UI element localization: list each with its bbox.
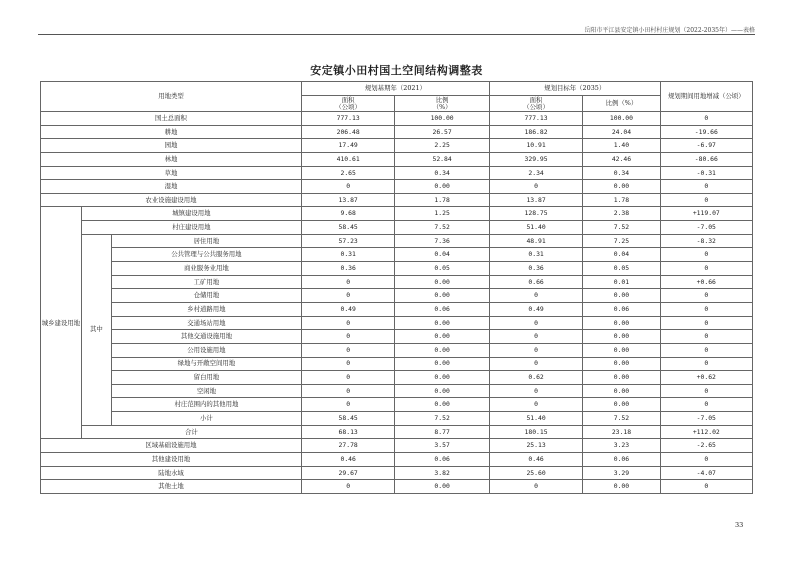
cell-r2: 0.00 <box>583 289 660 303</box>
cell-d: -2.65 <box>660 439 752 453</box>
cell-r1: 0.00 <box>395 289 489 303</box>
cell-land-type-name: 交通场站用地 <box>111 316 301 330</box>
cell-land-type-name: 园地 <box>41 139 302 153</box>
table-row <box>41 466 753 480</box>
cell-land-type-name: 陆地水域 <box>41 466 302 480</box>
cell-a2: 0.36 <box>489 262 582 276</box>
cell-land-type-name: 农业设施建设用地 <box>41 193 302 207</box>
cell-land-type-name: 工矿用地 <box>111 275 301 289</box>
cell-d: +119.07 <box>660 207 752 221</box>
table-row <box>41 439 753 453</box>
cell-d: 0 <box>660 316 752 330</box>
cell-a1: 68.13 <box>301 425 394 439</box>
cell-r2: 0.00 <box>583 371 660 385</box>
cell-a2: 0 <box>489 384 582 398</box>
cell-d: +112.02 <box>660 425 752 439</box>
cell-a2: 48.91 <box>489 234 582 248</box>
cell-r1: 0.06 <box>395 453 489 467</box>
cell-r1: 0.00 <box>395 316 489 330</box>
cell-r2: 0.00 <box>583 357 660 371</box>
cell-d: 0 <box>660 112 752 126</box>
land-structure-table <box>40 81 753 494</box>
table-row <box>41 357 753 371</box>
cell-a1: 0 <box>301 316 394 330</box>
cell-a1: 777.13 <box>301 112 394 126</box>
table-row <box>41 180 753 194</box>
cell-r1: 0.05 <box>395 262 489 276</box>
cell-r2: 0.00 <box>583 384 660 398</box>
cell-d: 0 <box>660 343 752 357</box>
cell-r2: 100.00 <box>583 112 660 126</box>
cell-d: 0 <box>660 453 752 467</box>
cell-a2: 13.87 <box>489 193 582 207</box>
table-title: 安定镇小田村国土空间结构调整表 <box>310 64 483 77</box>
cell-r2: 0.00 <box>583 180 660 194</box>
cell-r1: 3.82 <box>395 466 489 480</box>
cell-land-type-name: 居住用地 <box>111 234 301 248</box>
cell-r2: 23.18 <box>583 425 660 439</box>
table-row <box>41 316 753 330</box>
cell-r2: 0.00 <box>583 398 660 412</box>
cell-r2: 0.04 <box>583 248 660 262</box>
cell-d: 0 <box>660 289 752 303</box>
cell-a2: 0.49 <box>489 302 582 316</box>
cell-a2: 0 <box>489 480 582 494</box>
cell-r1: 2.25 <box>395 139 489 153</box>
qizhong-label: 其中 <box>81 234 111 425</box>
cell-r1: 1.25 <box>395 207 489 221</box>
cell-r1: 1.78 <box>395 193 489 207</box>
cell-a1: 27.78 <box>301 439 394 453</box>
cell-land-type-name: 耕地 <box>41 125 302 139</box>
table-row <box>41 166 753 180</box>
cell-a2: 25.13 <box>489 439 582 453</box>
cell-land-type-name: 其他土地 <box>41 480 302 494</box>
cell-a1: 13.87 <box>301 193 394 207</box>
table-row <box>41 139 753 153</box>
cell-a1: 57.23 <box>301 234 394 248</box>
cell-r2: 0.06 <box>583 453 660 467</box>
cell-land-type-name: 绿地与开敞空间用地 <box>111 357 301 371</box>
cell-r2: 7.52 <box>583 221 660 235</box>
table-row <box>41 207 753 221</box>
cell-a1: 0 <box>301 289 394 303</box>
table-row <box>41 398 753 412</box>
cell-a1: 2.65 <box>301 166 394 180</box>
cell-a2: 0 <box>489 180 582 194</box>
table-row <box>41 234 753 248</box>
cell-land-type-name: 商业服务业用地 <box>111 262 301 276</box>
cell-a2: 128.75 <box>489 207 582 221</box>
cell-a2: 0 <box>489 330 582 344</box>
cell-land-type-name: 合计 <box>81 425 301 439</box>
cell-land-type-name: 城镇建设用地 <box>81 207 301 221</box>
cell-r1: 0.04 <box>395 248 489 262</box>
cell-land-type-name: 区域基础设施用地 <box>41 439 302 453</box>
table-row <box>41 262 753 276</box>
cell-d: 0 <box>660 193 752 207</box>
cell-d: -19.66 <box>660 125 752 139</box>
header-rule <box>38 34 755 35</box>
cell-a2: 777.13 <box>489 112 582 126</box>
cell-r1: 0.00 <box>395 343 489 357</box>
table-row <box>41 425 753 439</box>
cell-d: -8.32 <box>660 234 752 248</box>
cell-land-type-name: 公用设施用地 <box>111 343 301 357</box>
cell-r1: 0.00 <box>395 398 489 412</box>
cell-r2: 7.25 <box>583 234 660 248</box>
cell-r1: 0.00 <box>395 371 489 385</box>
cell-a2: 186.82 <box>489 125 582 139</box>
cell-r1: 7.52 <box>395 412 489 426</box>
col-base-year: 规划基期年（2021） <box>301 82 489 96</box>
cell-a2: 0.62 <box>489 371 582 385</box>
table-row <box>41 152 753 166</box>
col-target-year: 规划目标年（2035） <box>489 82 660 96</box>
cell-a1: 0 <box>301 371 394 385</box>
cell-a2: 0.46 <box>489 453 582 467</box>
cell-a1: 0 <box>301 180 394 194</box>
cell-a1: 0 <box>301 357 394 371</box>
cell-a2: 2.34 <box>489 166 582 180</box>
cell-r2: 1.40 <box>583 139 660 153</box>
table-row <box>41 384 753 398</box>
table-row <box>41 480 753 494</box>
cell-a1: 0 <box>301 343 394 357</box>
cell-r1: 3.57 <box>395 439 489 453</box>
cell-a2: 0.66 <box>489 275 582 289</box>
cell-land-type-name: 留白用地 <box>111 371 301 385</box>
cell-r2: 3.29 <box>583 466 660 480</box>
cell-land-type-name: 村庄建设用地 <box>81 221 301 235</box>
cell-r2: 42.46 <box>583 152 660 166</box>
running-header: 岳阳市平江县安定镇小田村村庄规划（2022-2035年）——表格 <box>584 27 755 34</box>
cell-a1: 0 <box>301 398 394 412</box>
cell-a1: 0 <box>301 330 394 344</box>
cell-r2: 1.78 <box>583 193 660 207</box>
cell-a2: 0 <box>489 343 582 357</box>
cell-a1: 0.31 <box>301 248 394 262</box>
header-row-1 <box>41 82 753 96</box>
cell-d: -4.07 <box>660 466 752 480</box>
cell-a1: 0 <box>301 480 394 494</box>
cell-a1: 9.68 <box>301 207 394 221</box>
cell-a2: 0 <box>489 357 582 371</box>
cell-r1: 7.36 <box>395 234 489 248</box>
cell-r2: 0.00 <box>583 330 660 344</box>
cell-a2: 180.15 <box>489 425 582 439</box>
cell-a2: 51.40 <box>489 221 582 235</box>
cell-r1: 0.06 <box>395 302 489 316</box>
table-row <box>41 125 753 139</box>
cell-a2: 0 <box>489 316 582 330</box>
cell-r1: 0.34 <box>395 166 489 180</box>
table-row <box>41 330 753 344</box>
cell-land-type-name: 国土总面积 <box>41 112 302 126</box>
cell-land-type-name: 林地 <box>41 152 302 166</box>
cell-r1: 0.00 <box>395 384 489 398</box>
cell-r2: 7.52 <box>583 412 660 426</box>
cell-r1: 0.00 <box>395 357 489 371</box>
table-row <box>41 289 753 303</box>
cell-a2: 329.95 <box>489 152 582 166</box>
cell-land-type-name: 公共管理与公共服务用地 <box>111 248 301 262</box>
cell-a2: 0.31 <box>489 248 582 262</box>
cell-a1: 0.36 <box>301 262 394 276</box>
cell-a1: 58.45 <box>301 221 394 235</box>
col-ratio-base: 比例 （%） <box>395 96 489 112</box>
cell-land-type-name: 仓储用地 <box>111 289 301 303</box>
cell-r1: 0.00 <box>395 480 489 494</box>
table-row <box>41 248 753 262</box>
cell-r1: 0.00 <box>395 330 489 344</box>
cell-land-type-name: 空闲地 <box>111 384 301 398</box>
col-land-type: 用地类型 <box>41 82 302 112</box>
cell-land-type-name: 草地 <box>41 166 302 180</box>
cell-d: 0 <box>660 248 752 262</box>
cell-d: 0 <box>660 330 752 344</box>
cell-r1: 8.77 <box>395 425 489 439</box>
cell-d: 0 <box>660 398 752 412</box>
cell-land-type-name: 村庄范围内的其他用地 <box>111 398 301 412</box>
cell-d: -80.66 <box>660 152 752 166</box>
col-area-target: 面积 （公顷） <box>489 96 582 112</box>
cell-r2: 0.00 <box>583 480 660 494</box>
cell-land-type-name: 小计 <box>111 412 301 426</box>
urban-rural-group-label: 城乡建设用地 <box>41 207 82 439</box>
table-row <box>41 112 753 126</box>
cell-a1: 0.46 <box>301 453 394 467</box>
cell-d: 0 <box>660 357 752 371</box>
cell-a1: 0 <box>301 384 394 398</box>
cell-d: 0 <box>660 384 752 398</box>
cell-r1: 26.57 <box>395 125 489 139</box>
cell-a2: 0 <box>489 398 582 412</box>
cell-d: -6.97 <box>660 139 752 153</box>
cell-r2: 0.05 <box>583 262 660 276</box>
cell-a1: 58.45 <box>301 412 394 426</box>
page-number: 33 <box>735 521 744 529</box>
table-row <box>41 302 753 316</box>
cell-d: 0 <box>660 180 752 194</box>
cell-r1: 100.00 <box>395 112 489 126</box>
cell-a2: 51.40 <box>489 412 582 426</box>
cell-land-type-name: 其他建设用地 <box>41 453 302 467</box>
table-row <box>41 412 753 426</box>
col-change: 规划期间用地增减（公顷） <box>660 82 752 112</box>
cell-a2: 25.60 <box>489 466 582 480</box>
col-ratio-target: 比例（%） <box>583 96 660 112</box>
cell-r1: 0.00 <box>395 180 489 194</box>
col-area-base: 面积 （公顷） <box>301 96 394 112</box>
cell-a2: 10.91 <box>489 139 582 153</box>
cell-d: 0 <box>660 302 752 316</box>
cell-a1: 29.67 <box>301 466 394 480</box>
cell-land-type-name: 乡村道路用地 <box>111 302 301 316</box>
cell-r2: 0.06 <box>583 302 660 316</box>
cell-d: 0 <box>660 262 752 276</box>
cell-a1: 206.48 <box>301 125 394 139</box>
table-row <box>41 193 753 207</box>
cell-r1: 0.00 <box>395 275 489 289</box>
cell-r2: 24.04 <box>583 125 660 139</box>
cell-d: -7.05 <box>660 412 752 426</box>
cell-a2: 0 <box>489 289 582 303</box>
cell-r1: 7.52 <box>395 221 489 235</box>
table-row <box>41 343 753 357</box>
cell-a1: 17.49 <box>301 139 394 153</box>
cell-d: 0 <box>660 480 752 494</box>
cell-d: +0.66 <box>660 275 752 289</box>
cell-land-type-name: 湿地 <box>41 180 302 194</box>
cell-a1: 0 <box>301 275 394 289</box>
table-row <box>41 221 753 235</box>
cell-r2: 3.23 <box>583 439 660 453</box>
cell-d: +0.62 <box>660 371 752 385</box>
table-row <box>41 371 753 385</box>
cell-a1: 410.61 <box>301 152 394 166</box>
cell-r2: 0.34 <box>583 166 660 180</box>
cell-a1: 0.49 <box>301 302 394 316</box>
table-row <box>41 275 753 289</box>
cell-r2: 0.00 <box>583 316 660 330</box>
cell-d: -0.31 <box>660 166 752 180</box>
cell-r2: 2.38 <box>583 207 660 221</box>
cell-r2: 0.00 <box>583 343 660 357</box>
cell-r2: 0.01 <box>583 275 660 289</box>
cell-d: -7.05 <box>660 221 752 235</box>
table-row <box>41 453 753 467</box>
cell-r1: 52.84 <box>395 152 489 166</box>
cell-land-type-name: 其他交通设施用地 <box>111 330 301 344</box>
